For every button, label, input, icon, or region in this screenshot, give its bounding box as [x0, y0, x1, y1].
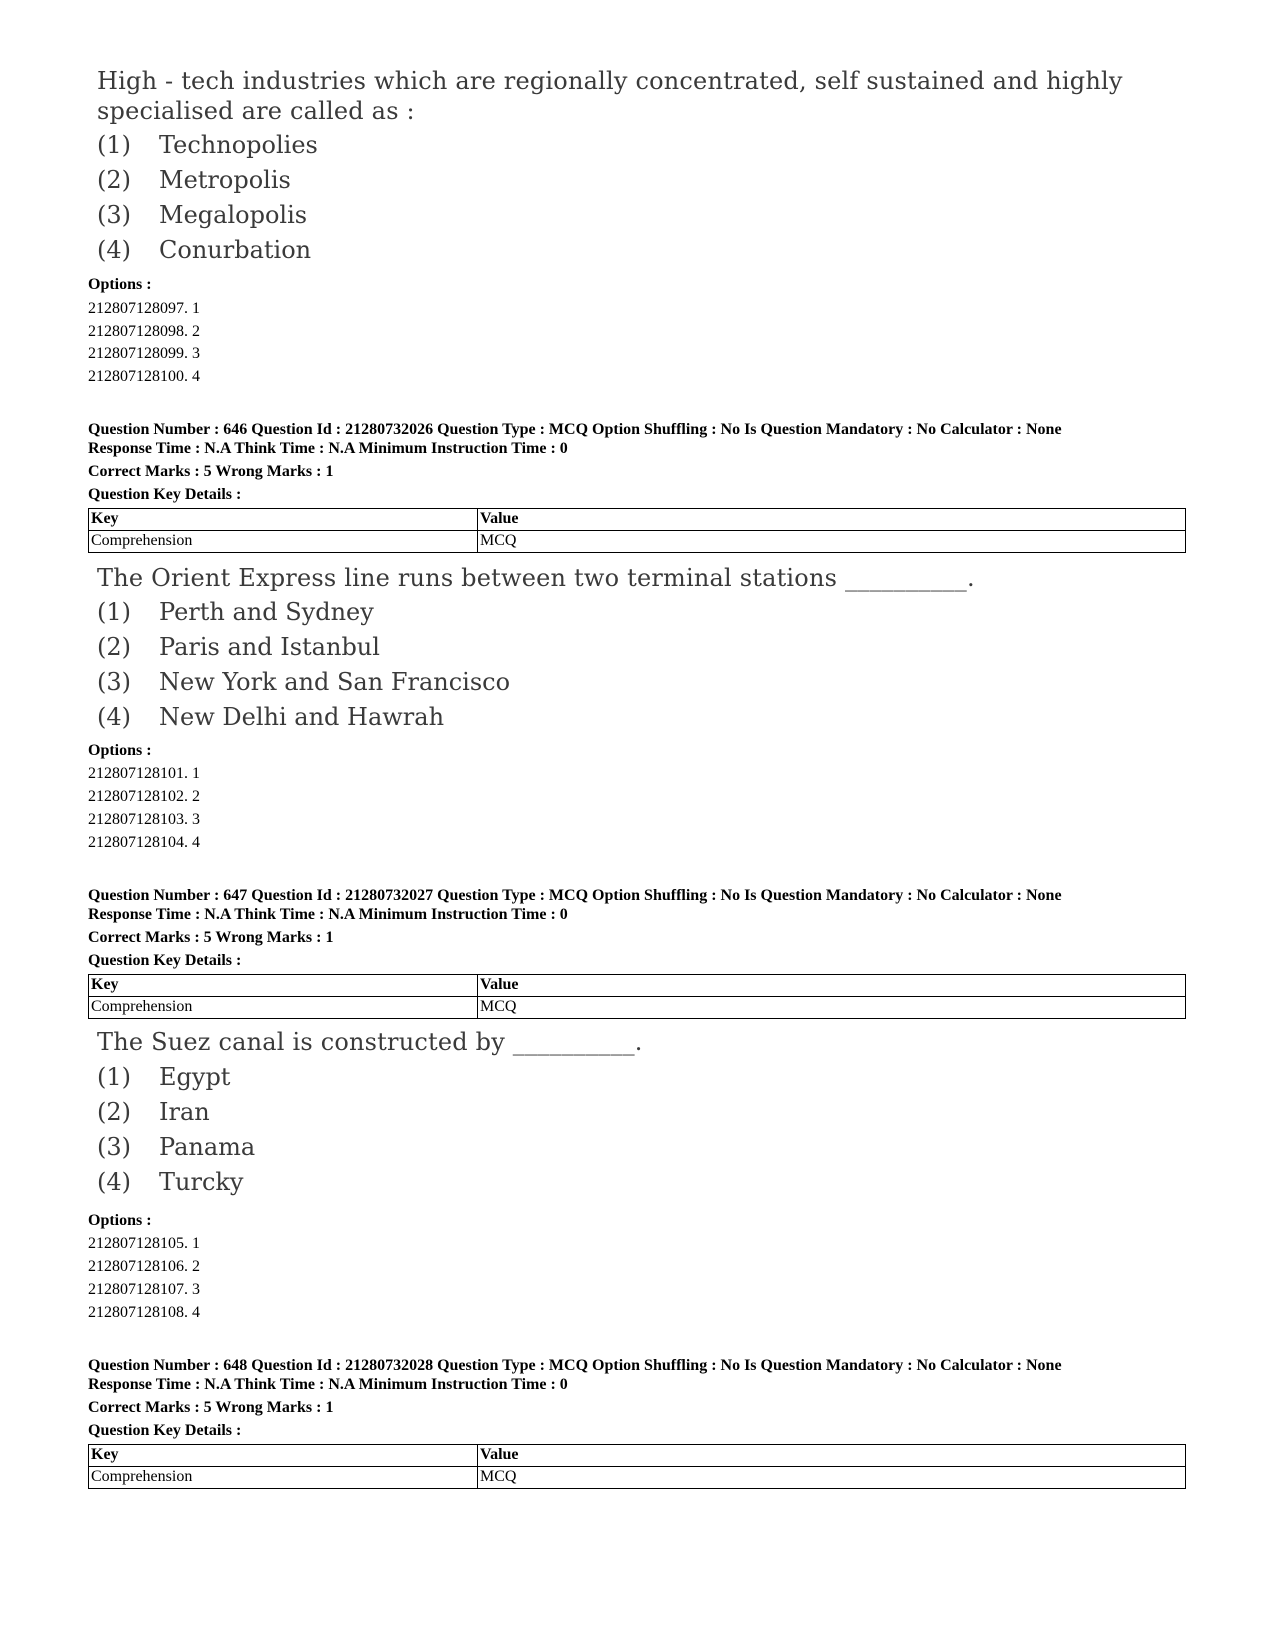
- marks-line: Correct Marks : 5 Wrong Marks : 1: [88, 463, 334, 480]
- option-item: 212807128104. 4: [88, 834, 200, 851]
- table-cell-value: MCQ: [478, 1467, 1186, 1489]
- question-image: [97, 66, 1187, 126]
- option-item: 212807128099. 3: [88, 345, 200, 362]
- question-header: Question Number : 648 Question Id : 21280732028 Question Type : MCQ Option Shuffling : No Is Question Mandatory : No Calculator : None: [88, 1357, 1062, 1374]
- table-header-value: Value: [478, 1445, 1186, 1467]
- option-item: 212807128100. 4: [88, 368, 200, 385]
- choice: (1) Perth and Sydney: [97, 598, 374, 626]
- table-cell-key: Comprehension: [89, 531, 478, 553]
- choice: (1) Technopolies: [97, 131, 318, 159]
- question-header: Question Number : 647 Question Id : 21280732027 Question Type : MCQ Option Shuffling : No Is Question Mandatory : No Calculator : None: [88, 887, 1062, 904]
- question-header-timing: Response Time : N.A Think Time : N.A Minimum Instruction Time : 0: [88, 906, 568, 923]
- table-header-key: Key: [89, 509, 478, 531]
- key-details-table: [88, 1444, 1186, 1489]
- question-header-timing: Response Time : N.A Think Time : N.A Minimum Instruction Time : 0: [88, 1376, 568, 1393]
- option-item: 212807128098. 2: [88, 323, 200, 340]
- choice: (2) Iran: [97, 1098, 210, 1126]
- choice: (2) Metropolis: [97, 166, 291, 194]
- choice: (3) Panama: [97, 1133, 256, 1161]
- choice: (1) Egypt: [97, 1063, 231, 1091]
- option-item: 212807128108. 4: [88, 1304, 200, 1321]
- table-cell-key: Comprehension: [89, 1467, 478, 1489]
- choice: (4) New Delhi and Hawrah: [97, 703, 445, 731]
- table-header-value: Value: [478, 509, 1186, 531]
- question-header-timing: Response Time : N.A Think Time : N.A Minimum Instruction Time : 0: [88, 440, 568, 457]
- option-item: 212807128101. 1: [88, 765, 200, 782]
- options-label: Options :: [88, 1212, 152, 1229]
- question-image: [97, 1027, 1187, 1057]
- table-header-key: Key: [89, 1445, 478, 1467]
- table-cell-key: Comprehension: [89, 997, 478, 1019]
- choice: (4) Conurbation: [97, 236, 312, 264]
- marks-line: Correct Marks : 5 Wrong Marks : 1: [88, 1399, 334, 1416]
- choice: (4) Turcky: [97, 1168, 244, 1196]
- choice: (3) New York and San Francisco: [97, 668, 511, 696]
- question-stem: The Orient Express line runs between two terminal stations __________.: [97, 564, 975, 592]
- option-item: 212807128107. 3: [88, 1281, 200, 1298]
- key-details-table: [88, 508, 1186, 553]
- question-stem: High - tech industries which are regionally concentrated, self sustained and highly specialised are called as :: [97, 67, 1123, 125]
- choice: (2) Paris and Istanbul: [97, 633, 380, 661]
- question-header: Question Number : 646 Question Id : 21280732026 Question Type : MCQ Option Shuffling : No Is Question Mandatory : No Calculator : None: [88, 421, 1062, 438]
- table-header-key: Key: [89, 975, 478, 997]
- key-details-label: Question Key Details :: [88, 1422, 242, 1439]
- options-label: Options :: [88, 276, 152, 293]
- table-header-value: Value: [478, 975, 1186, 997]
- option-item: 212807128097. 1: [88, 300, 200, 317]
- options-label: Options :: [88, 742, 152, 759]
- choice: (3) Megalopolis: [97, 201, 308, 229]
- question-stem: The Suez canal is constructed by __________.: [97, 1028, 643, 1056]
- question-image: [97, 563, 1187, 593]
- table-cell-value: MCQ: [478, 997, 1186, 1019]
- key-details-label: Question Key Details :: [88, 486, 242, 503]
- option-item: 212807128105. 1: [88, 1235, 200, 1252]
- table-cell-value: MCQ: [478, 531, 1186, 553]
- option-item: 212807128106. 2: [88, 1258, 200, 1275]
- marks-line: Correct Marks : 5 Wrong Marks : 1: [88, 929, 334, 946]
- key-details-table: [88, 974, 1186, 1019]
- option-item: 212807128103. 3: [88, 811, 200, 828]
- key-details-label: Question Key Details :: [88, 952, 242, 969]
- option-item: 212807128102. 2: [88, 788, 200, 805]
